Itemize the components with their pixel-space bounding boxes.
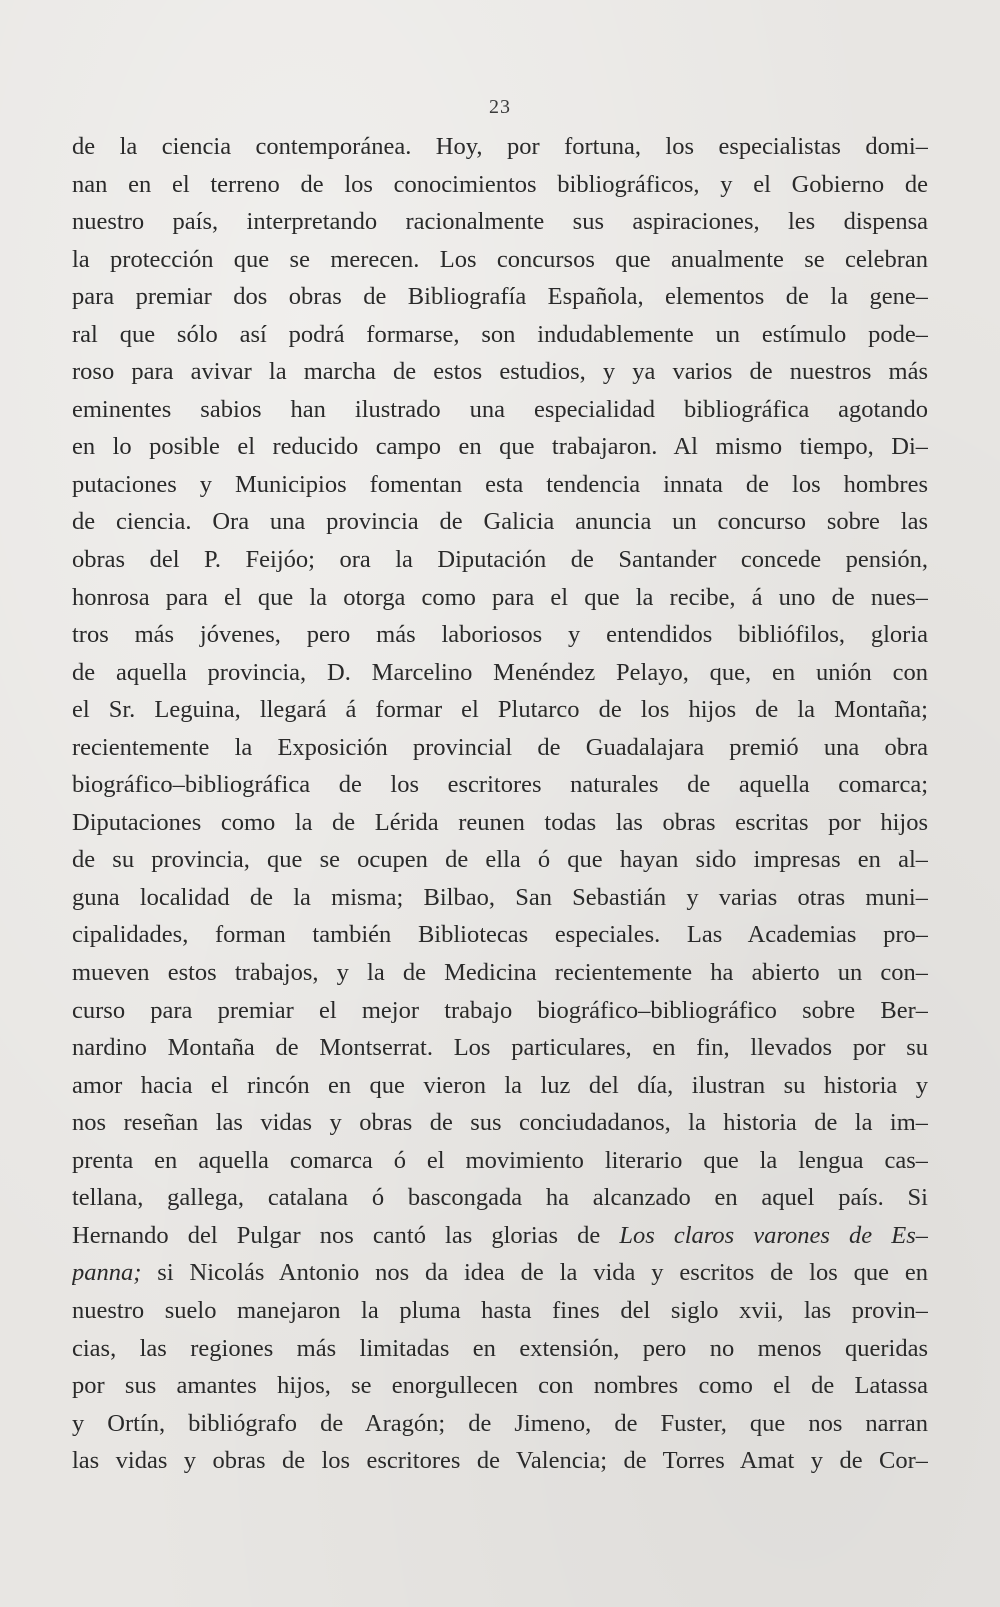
text-segment: si Nicolás Antonio nos da idea de la vida y escritos de los que en bbox=[141, 1259, 928, 1287]
text-line: obras del P. Feijóo; ora la Diputación de Santander concede pensión, bbox=[72, 546, 928, 574]
text-line-with-italic bbox=[72, 1254, 928, 1292]
text-line: roso para avivar la marcha de estos estudios, y ya varios de nuestros más bbox=[72, 358, 928, 386]
text-line: putaciones y Municipios fomentan esta tendencia innata de los hombres bbox=[72, 470, 928, 498]
text-line: eminentes sabios han ilustrado una especialidad bibliográfica agotando bbox=[72, 395, 928, 423]
text-line: nos reseñan las vidas y obras de sus conciudadanos, la historia de la im– bbox=[72, 1109, 928, 1137]
text-line: amor hacia el rincón en que vieron la luz del día, ilustran su historia y bbox=[72, 1071, 928, 1099]
text-line: curso para premiar el mejor trabajo biográfico–bibliográfico sobre Ber– bbox=[72, 996, 928, 1024]
text-line: nan en el terreno de los conocimientos bibliográficos, y el Gobierno de bbox=[72, 170, 928, 198]
text-line: biográfico–bibliográfica de los escritores naturales de aquella comarca; bbox=[72, 771, 928, 799]
text-line: honrosa para el que la otorga como para el que la recibe, á uno de nues– bbox=[72, 583, 928, 611]
text-line: tellana, gallega, catalana ó bascongada ha alcanzado en aquel país. Si bbox=[72, 1184, 928, 1212]
text-line: y Ortín, bibliógrafo de Aragón; de Jimeno, de Fuster, que nos narran bbox=[72, 1409, 928, 1437]
text-line-with-italic bbox=[72, 1217, 928, 1255]
book-title-italic: Los claros varones de Es– bbox=[619, 1221, 928, 1249]
book-title-italic: panna; bbox=[72, 1259, 142, 1287]
text-line: mueven estos trabajos, y la de Medicina recientemente ha abierto un con– bbox=[72, 959, 928, 987]
text-line: en lo posible el reducido campo en que trabajaron. Al mismo tiempo, Di– bbox=[72, 433, 928, 461]
text-line: de su provincia, que se ocupen de ella ó que hayan sido impresas en al– bbox=[72, 846, 928, 874]
text-segment: Hernando del Pulgar nos cantó las glorias de bbox=[72, 1221, 620, 1249]
text-line: de ciencia. Ora una provincia de Galicia anuncia un concurso sobre las bbox=[72, 508, 928, 536]
text-line: tros más jóvenes, pero más laboriosos y entendidos bibliófilos, gloria bbox=[72, 621, 928, 649]
text-line: prenta en aquella comarca ó el movimiento literario que la lengua cas– bbox=[72, 1146, 928, 1174]
body-text bbox=[72, 128, 928, 1480]
text-line: guna localidad de la misma; Bilbao, San Sebastián y varias otras muni– bbox=[72, 883, 928, 911]
text-line: recientemente la Exposición provincial de Guadalajara premió una obra bbox=[72, 733, 928, 761]
text-line: de aquella provincia, D. Marcelino Menéndez Pelayo, que, en unión con bbox=[72, 658, 928, 686]
text-line: de la ciencia contemporánea. Hoy, por fortuna, los especialistas domi– bbox=[72, 133, 928, 160]
text-line: por sus amantes hijos, se enorgullecen con nombres como el de Latassa bbox=[72, 1372, 928, 1400]
text-line: para premiar dos obras de Bibliografía Española, elementos de la gene– bbox=[72, 283, 928, 311]
text-line: la protección que se merecen. Los concursos que anualmente se celebran bbox=[72, 245, 928, 273]
page-number: 23 bbox=[489, 96, 511, 118]
text-line: nardino Montaña de Montserrat. Los particulares, en fin, llevados por su bbox=[72, 1034, 928, 1062]
text-line: nuestro país, interpretando racionalmente sus aspiraciones, les dispensa bbox=[72, 208, 928, 236]
text-line: cipalidades, forman también Bibliotecas especiales. Las Academias pro– bbox=[72, 921, 928, 949]
text-line: nuestro suelo manejaron la pluma hasta fines del siglo xvii, las provin– bbox=[72, 1296, 928, 1324]
text-line: el Sr. Leguina, llegará á formar el Plutarco de los hijos de la Montaña; bbox=[72, 696, 928, 724]
text-line: ral que sólo así podrá formarse, son indudablemente un estímulo pode– bbox=[72, 320, 928, 348]
text-line: Diputaciones como la de Lérida reunen todas las obras escritas por hijos bbox=[72, 808, 928, 836]
text-line: las vidas y obras de los escritores de Valencia; de Torres Amat y de Cor– bbox=[72, 1447, 928, 1475]
text-line: cias, las regiones más limitadas en extensión, pero no menos queridas bbox=[72, 1334, 928, 1362]
